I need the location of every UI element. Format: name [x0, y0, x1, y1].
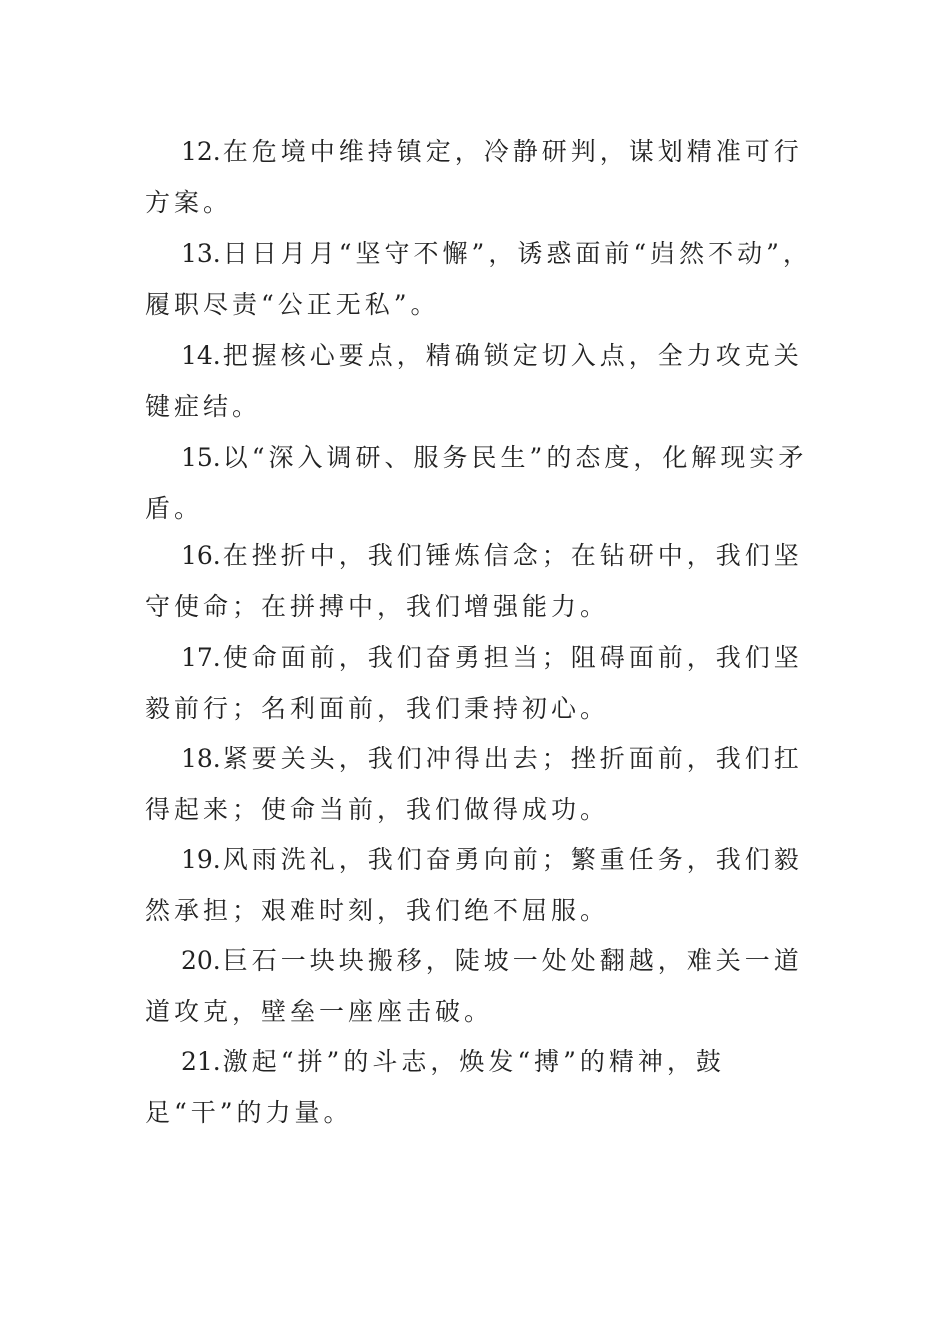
item-text: 在危境中维持镇定，冷静研判，谋划精准可行方案。: [145, 137, 803, 217]
item-text: 把握核心要点，精确锁定切入点，全力攻克关键症结。: [145, 341, 803, 421]
list-item: [145, 632, 825, 734]
item-text: 日日月月“坚守不懈”，诱惑面前“岿然不动”，履职尽责“公正无私”。: [145, 239, 812, 319]
list-item: [145, 935, 825, 1037]
item-number: 18.: [181, 744, 221, 773]
item-text: 在挫折中，我们锤炼信念；在钻研中，我们坚守使命；在拼搏中，我们增强能力。: [145, 541, 803, 621]
item-number: 15.: [181, 443, 221, 472]
item-text: 激起“拼”的斗志，焕发“搏”的精神，鼓足“干”的力量。: [145, 1047, 725, 1127]
list-item: [145, 834, 825, 936]
item-number: 20.: [181, 946, 221, 975]
item-number: 21.: [181, 1047, 221, 1076]
item-number: 16.: [181, 541, 221, 570]
item-text: 使命面前，我们奋勇担当；阻碍面前，我们坚毅前行；名利面前，我们秉持初心。: [145, 643, 803, 723]
item-text: 以“深入调研、服务民生”的态度，化解现实矛盾。: [145, 443, 808, 523]
item-number: 17.: [181, 643, 221, 672]
item-text: 紧要关头，我们冲得出去；挫折面前，我们扛得起来；使命当前，我们做得成功。: [145, 744, 803, 824]
item-number: 12.: [181, 137, 221, 166]
item-text: 巨石一块块搬移，陡坡一处处翻越，难关一道道攻克，壁垒一座座击破。: [145, 946, 803, 1026]
list-item: [145, 228, 825, 330]
list-item: [145, 432, 825, 534]
item-number: 14.: [181, 341, 221, 370]
item-text: 风雨洗礼，我们奋勇向前；繁重任务，我们毅然承担；艰难时刻，我们绝不屈服。: [145, 845, 803, 925]
list-item: [145, 1036, 825, 1138]
list-item: [145, 126, 825, 228]
list-item: [145, 330, 825, 432]
item-number: 13.: [181, 239, 221, 268]
list-item: [145, 733, 825, 835]
item-number: 19.: [181, 845, 221, 874]
list-item: [145, 530, 825, 632]
